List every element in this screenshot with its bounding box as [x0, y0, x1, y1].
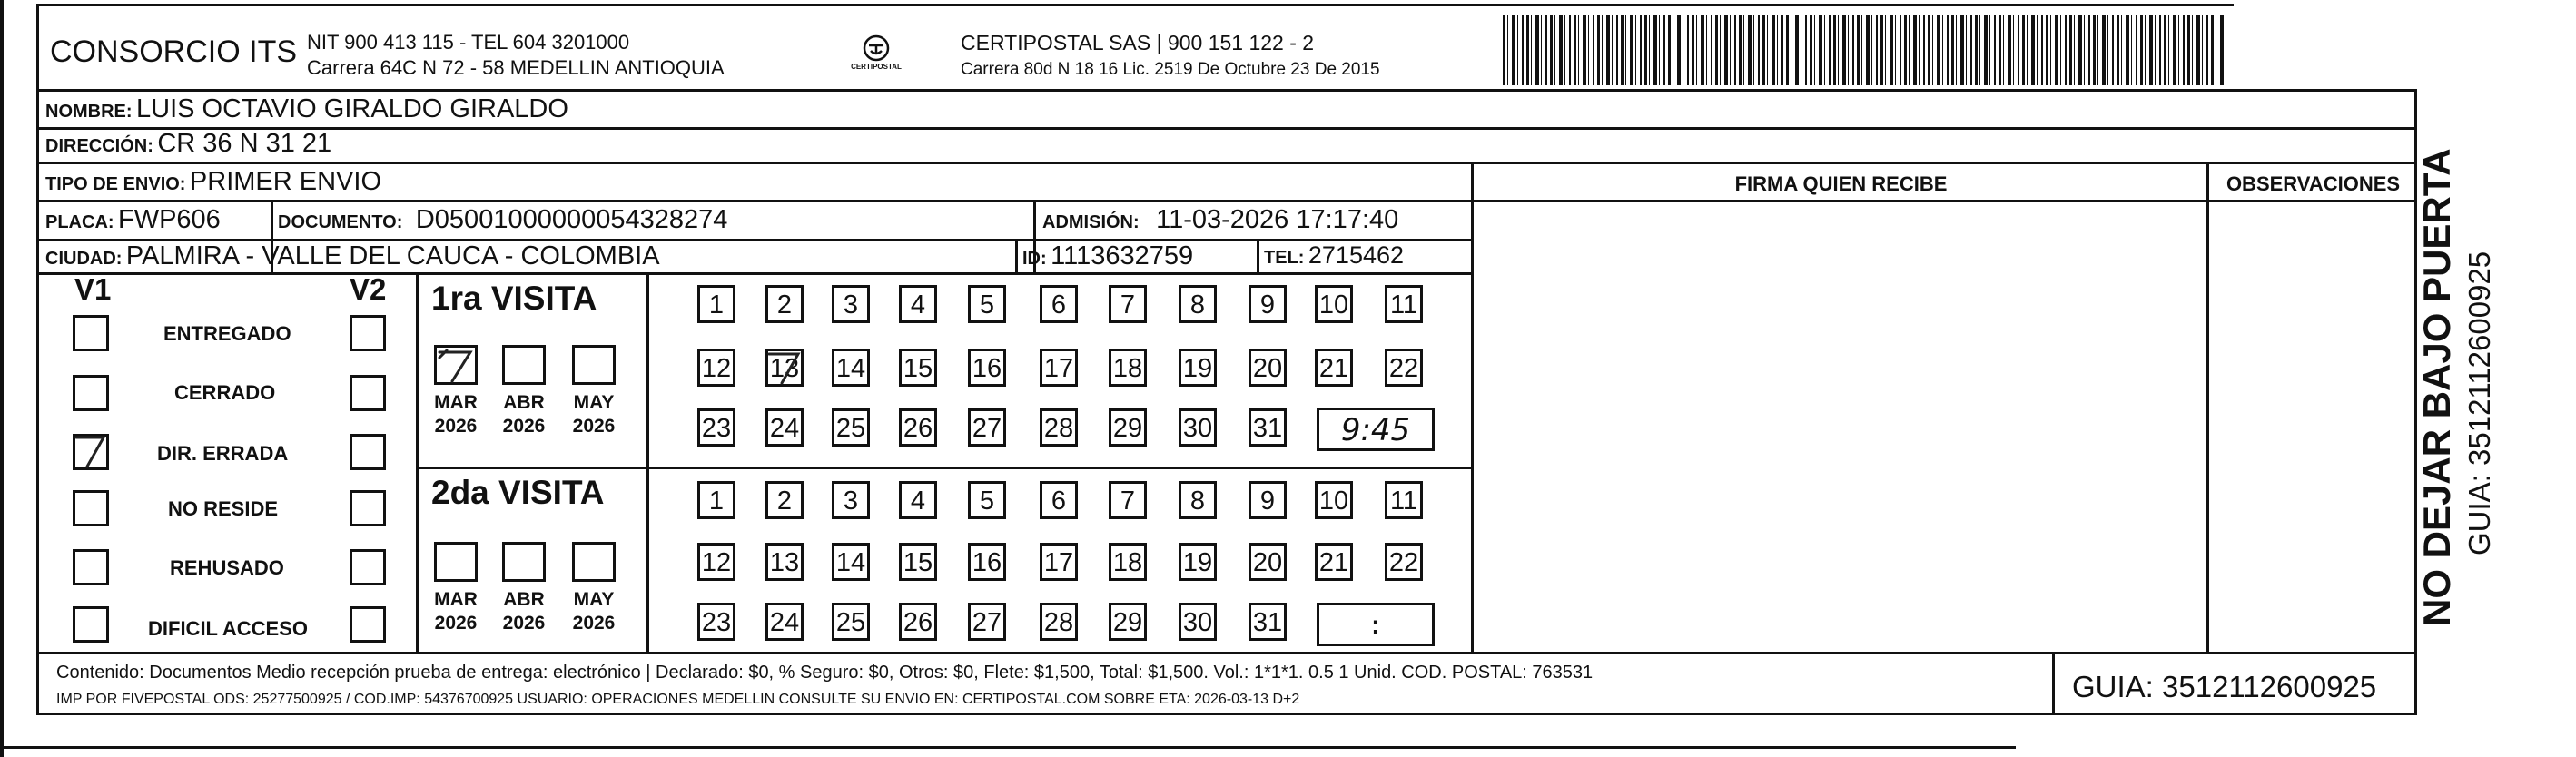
first-visit-day-19[interactable]: 19 [1179, 349, 1217, 387]
nombre-row [45, 94, 568, 124]
first-visit-day-4[interactable]: 4 [899, 285, 937, 323]
left-edge-mark [0, 0, 4, 757]
company-name: CONSORCIO ITS [50, 34, 298, 69]
col-divider [1015, 239, 1018, 272]
tel-value: 2715462 [1308, 241, 1405, 269]
direccion-row [45, 129, 331, 159]
documento-label: DOCUMENTO: [278, 212, 403, 232]
first-visit-day-8[interactable]: 8 [1179, 285, 1217, 323]
second-visit-title: 2da VISITA [431, 474, 605, 511]
first-visit-year-abr: 2026 [502, 416, 546, 437]
direccion-value: CR 36 N 31 21 [157, 129, 332, 158]
first-visit-day-24[interactable]: 24 [765, 408, 804, 447]
v2-header: V2 [350, 272, 387, 306]
carrier-address: Carrera 80d N 18 16 Lic. 2519 De Octubre 23 De 2015 [961, 60, 1380, 79]
second-visit-year-abr: 2026 [502, 613, 546, 634]
first-visit-month-label-mar: MAR [434, 392, 478, 413]
placa-row [45, 205, 221, 235]
bottom-rule [0, 746, 2016, 749]
first-visit-day-18[interactable]: 18 [1109, 349, 1147, 387]
second-visit-day-30[interactable]: 30 [1179, 603, 1217, 641]
contenido-text: Contenido: Documentos Medio recepción prueba de entrega: electrónico | Declarado: $0, % Seguro: $0, Otros: $0, Flete: $1,500, Total: $1,500. Vol.: 1*1*1. 0.5 1 Unid. COD. POSTAL: 763531 [56, 663, 1594, 683]
guia-number: GUIA: 3512112600925 [2072, 670, 2377, 703]
second-visit-day-20[interactable]: 20 [1249, 543, 1287, 581]
first-visit-day-10[interactable]: 10 [1315, 285, 1353, 323]
v2-checkbox-dir-errada[interactable] [350, 434, 386, 470]
row-divider [2206, 200, 2417, 202]
col-divider [2052, 652, 2055, 715]
second-visit-day-15[interactable]: 15 [899, 543, 937, 581]
first-visit-day-14[interactable]: 14 [832, 349, 870, 387]
carrier-line: CERTIPOSTAL SAS | 900 151 122 - 2 [961, 31, 1315, 54]
second-visit-day-7[interactable]: 7 [1109, 481, 1147, 519]
second-visit-year-mar: 2026 [434, 613, 478, 634]
v2-checkbox-cerrado[interactable] [350, 375, 386, 411]
id-row [1022, 241, 1193, 271]
check-mark-icon [73, 434, 109, 470]
first-visit-day-23[interactable]: 23 [697, 408, 735, 447]
tipo-row [45, 167, 381, 197]
second-visit-day-4[interactable]: 4 [899, 481, 937, 519]
second-visit-month-abr[interactable] [502, 542, 546, 582]
v1-checkbox-dir-errada[interactable] [73, 434, 109, 470]
second-visit-day-21[interactable]: 21 [1315, 543, 1353, 581]
certipostal-logo [849, 34, 903, 80]
first-visit-day-31[interactable]: 31 [1249, 408, 1287, 447]
observaciones-header: OBSERVACIONES [2226, 172, 2401, 195]
second-visit-day-19[interactable]: 19 [1179, 543, 1217, 581]
row-divider [36, 127, 2417, 130]
v1-checkbox-cerrado[interactable] [73, 375, 109, 411]
first-visit-month-mar[interactable] [434, 345, 478, 385]
col-divider [1033, 200, 1036, 239]
first-visit-time-box[interactable] [1317, 408, 1435, 451]
admision-label: ADMISIÓN: [1042, 212, 1140, 232]
barcode [1503, 15, 2225, 85]
first-visit-day-9[interactable]: 9 [1249, 285, 1287, 323]
status-label-dir-errada: DIR. ERRADA [157, 442, 289, 465]
second-visit-month-label-may: MAY [573, 589, 615, 610]
v1-checkbox-no-reside[interactable] [73, 490, 109, 526]
tipo-value: PRIMER ENVIO [189, 167, 382, 196]
first-visit-day-15[interactable]: 15 [899, 349, 937, 387]
first-visit-day-28[interactable]: 28 [1040, 408, 1078, 447]
second-visit-day-23[interactable]: 23 [697, 603, 735, 641]
first-visit-month-label-may: MAY [573, 392, 615, 413]
second-visit-time-box[interactable] [1317, 603, 1435, 646]
tel-row [1264, 241, 1404, 270]
v2-checkbox-no-reside[interactable] [350, 490, 386, 526]
first-visit-day-30[interactable]: 30 [1179, 408, 1217, 447]
second-visit-day-24[interactable]: 24 [765, 603, 804, 641]
col-divider [2206, 162, 2209, 652]
nit-line: NIT 900 413 115 - TEL 604 3201000 [307, 31, 630, 54]
first-visit-day-20[interactable]: 20 [1249, 349, 1287, 387]
v1-checkbox-rehusado[interactable] [73, 549, 109, 585]
row-divider [36, 162, 2417, 164]
col-divider [271, 200, 273, 239]
ciudad-label: CIUDAD: [45, 249, 123, 269]
first-visit-year-may: 2026 [572, 416, 616, 437]
second-visit-day-1[interactable]: 1 [697, 481, 735, 519]
first-visit-day-25[interactable]: 25 [832, 408, 870, 447]
side-guia: GUIA: 3512112600925 [2462, 251, 2496, 555]
second-visit-day-11[interactable]: 11 [1385, 481, 1423, 519]
second-visit-day-31[interactable]: 31 [1249, 603, 1287, 641]
status-label-dificil-acceso: DIFICIL ACCESO [148, 617, 309, 640]
second-visit-year-may: 2026 [572, 613, 616, 634]
footer-divider [36, 652, 2417, 654]
second-visit-day-10[interactable]: 10 [1315, 481, 1353, 519]
col-divider [1257, 239, 1259, 272]
v2-checkbox-rehusado[interactable] [350, 549, 386, 585]
ciudad-value: PALMIRA - VALLE DEL CAUCA - COLOMBIA [125, 241, 660, 270]
first-visit-month-may[interactable] [572, 345, 616, 385]
first-visit-day-5[interactable]: 5 [968, 285, 1006, 323]
row-divider [36, 272, 1471, 275]
first-visit-year-mar: 2026 [434, 416, 478, 437]
first-visit-day-27[interactable]: 27 [968, 408, 1006, 447]
first-visit-month-label-abr: ABR [503, 392, 545, 413]
second-visit-day-22[interactable]: 22 [1385, 543, 1423, 581]
second-visit-day-6[interactable]: 6 [1040, 481, 1078, 519]
second-visit-month-label-abr: ABR [503, 589, 545, 610]
second-visit-day-27[interactable]: 27 [968, 603, 1006, 641]
status-label-entregado: ENTREGADO [163, 322, 291, 345]
second-visit-day-9[interactable]: 9 [1249, 481, 1287, 519]
check-mark-icon [434, 345, 478, 385]
documento-row [278, 205, 727, 235]
second-visit-day-3[interactable]: 3 [832, 481, 870, 519]
col-divider [646, 272, 649, 652]
row-divider [1471, 200, 2206, 202]
first-visit-time: 9:45 [1340, 412, 1411, 448]
second-visit-day-2[interactable]: 2 [765, 481, 804, 519]
second-visit-day-13[interactable]: 13 [765, 543, 804, 581]
status-label-no-reside: NO RESIDE [168, 497, 279, 520]
first-visit-day-12[interactable]: 12 [697, 349, 735, 387]
nombre-label: NOMBRE: [45, 102, 133, 122]
second-visit-day-18[interactable]: 18 [1109, 543, 1147, 581]
first-visit-title: 1ra VISITA [431, 280, 597, 317]
ciudad-row [45, 241, 660, 271]
second-visit-day-16[interactable]: 16 [968, 543, 1006, 581]
v1-header: V1 [74, 272, 112, 306]
first-visit-day-1[interactable]: 1 [697, 285, 735, 323]
v2-checkbox-dificil-acceso[interactable] [350, 606, 386, 643]
second-visit-month-label-mar: MAR [434, 589, 478, 610]
col-divider [416, 272, 419, 652]
v1-checkbox-entregado[interactable] [73, 315, 109, 351]
logo-text: CERTIPOSTAL [851, 63, 902, 71]
row-divider [416, 467, 1471, 469]
second-visit-month-mar[interactable] [434, 542, 478, 582]
status-label-cerrado: CERRADO [174, 381, 276, 404]
second-visit-day-12[interactable]: 12 [697, 543, 735, 581]
check-mark-icon [765, 349, 804, 387]
second-visit-day-5[interactable]: 5 [968, 481, 1006, 519]
second-visit-month-may[interactable] [572, 542, 616, 582]
direccion-label: DIRECCIÓN: [45, 136, 153, 156]
second-visit-day-17[interactable]: 17 [1040, 543, 1078, 581]
second-visit-day-26[interactable]: 26 [899, 603, 937, 641]
first-visit-day-6[interactable]: 6 [1040, 285, 1078, 323]
v2-checkbox-entregado[interactable] [350, 315, 386, 351]
first-visit-day-22[interactable]: 22 [1385, 349, 1423, 387]
second-visit-day-25[interactable]: 25 [832, 603, 870, 641]
admision-value: 11-03-2026 17:17:40 [1156, 205, 1399, 234]
first-visit-day-2[interactable]: 2 [765, 285, 804, 323]
placa-value: FWP606 [118, 205, 221, 234]
admision-row [1042, 205, 1398, 235]
status-label-rehusado: REHUSADO [170, 556, 284, 579]
first-visit-day-3[interactable]: 3 [832, 285, 870, 323]
first-visit-day-29[interactable]: 29 [1109, 408, 1147, 447]
first-visit-day-17[interactable]: 17 [1040, 349, 1078, 387]
first-visit-day-13[interactable]: 13 [765, 349, 804, 387]
first-visit-day-26[interactable]: 26 [899, 408, 937, 447]
second-visit-time: : [1371, 611, 1380, 640]
no-dejar-bajo-puerta: NO DEJAR BAJO PUERTA [2415, 148, 2458, 626]
tipo-label: TIPO DE ENVIO: [45, 174, 186, 194]
id-value: 1113632759 [1051, 241, 1194, 270]
v1-checkbox-dificil-acceso[interactable] [73, 606, 109, 643]
first-visit-day-7[interactable]: 7 [1109, 285, 1147, 323]
tel-label: TEL: [1264, 248, 1305, 268]
first-visit-month-abr[interactable] [502, 345, 546, 385]
second-visit-day-8[interactable]: 8 [1179, 481, 1217, 519]
first-visit-day-21[interactable]: 21 [1315, 349, 1353, 387]
second-visit-day-14[interactable]: 14 [832, 543, 870, 581]
second-visit-day-28[interactable]: 28 [1040, 603, 1078, 641]
placa-label: PLACA: [45, 212, 114, 232]
nombre-value: LUIS OCTAVIO GIRALDO GIRALDO [136, 94, 568, 123]
id-label: ID: [1022, 249, 1047, 269]
first-visit-day-16[interactable]: 16 [968, 349, 1006, 387]
first-visit-day-11[interactable]: 11 [1385, 285, 1423, 323]
firma-header: FIRMA QUIEN RECIBE [1734, 172, 1948, 195]
second-visit-day-29[interactable]: 29 [1109, 603, 1147, 641]
col-divider [1471, 162, 1474, 652]
company-address: Carrera 64C N 72 - 58 MEDELLIN ANTIOQUIA [307, 56, 725, 79]
imp-text: IMP POR FIVEPOSTAL ODS: 25277500925 / COD.IMP: 54376700925 USUARIO: OPERACIONES MEDELLIN CONSULTE SU ENVIO EN: CERTIPOSTAL.COM SOBRE ETA: 2026-03-13 D+2 [56, 692, 1300, 707]
documento-value: D05001000000054328274 [415, 205, 728, 234]
